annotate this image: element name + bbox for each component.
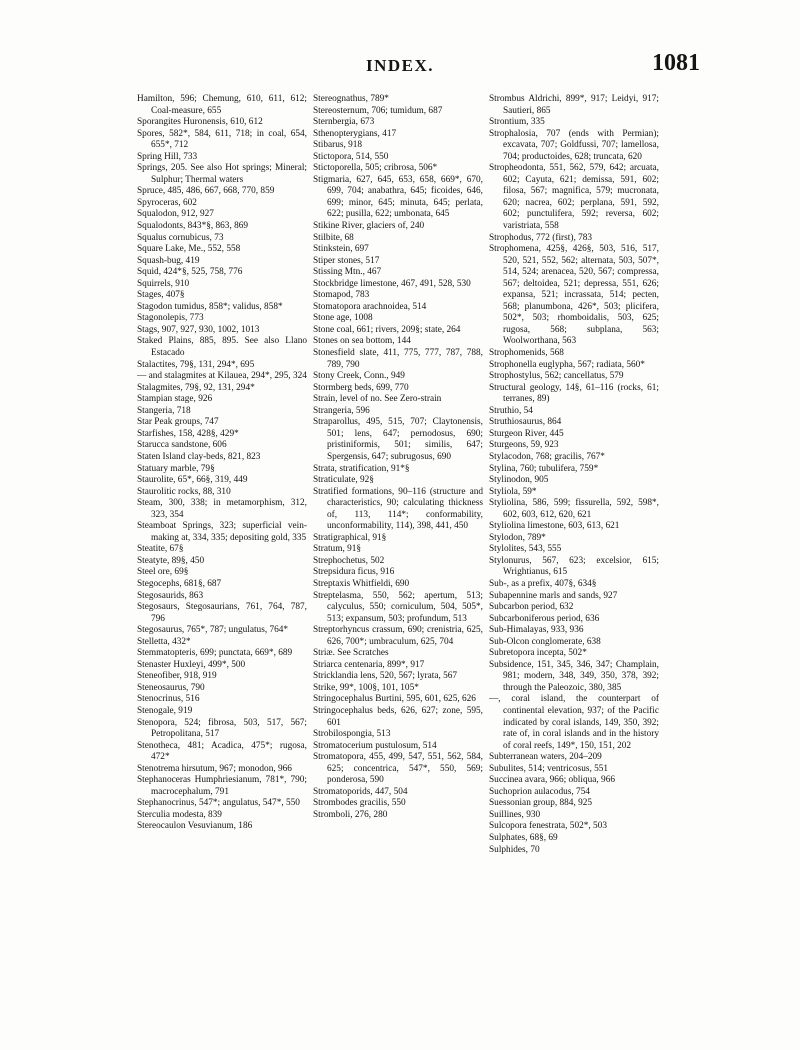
index-entry: Sturgeon River, 445: [489, 428, 564, 439]
index-entry: Stagodon tumidus, 858*; validus, 858*: [137, 301, 283, 312]
index-entry: Striæ. See Scratches: [313, 648, 389, 659]
index-entry: Stone age, 1008: [313, 313, 373, 324]
index-entry: Sulcopora fenestrata, 502*, 503: [489, 821, 607, 832]
index-entry: Streptaxis Whitfieldi, 690: [313, 578, 410, 589]
index-entry: Stylinodon, 905: [489, 475, 549, 486]
index-entry: Sporangites Huronensis, 610, 612: [137, 117, 263, 128]
index-entry: Struthiosaurus, 864: [489, 417, 562, 428]
page-title: INDEX.: [365, 56, 435, 75]
index-entry: Stictopora, 514, 550: [313, 151, 389, 162]
index-entry: Suessonian group, 884, 925: [489, 798, 593, 809]
index-entry: Straticulate, 92§: [313, 475, 374, 486]
index-column-3: [489, 94, 659, 1004]
index-entry: Square Lake, Me., 552, 558: [137, 244, 241, 255]
index-entry: Sub-, as a prefix, 407§, 634§: [489, 578, 597, 589]
index-entry: Stibarus, 918: [313, 140, 363, 151]
index-entry: Steam, 300, 338; in metamorphism, 312, 323, 354: [137, 498, 307, 520]
index-entry: Stratified formations, 90–116 (structure and characteristics, 90; calculating thickness of, 113, 114*; conformability, unconformability, 114), 398, 441, 450: [313, 486, 483, 532]
index-entry: Squalodon, 912, 927: [137, 209, 214, 220]
index-entry: Stomatopora arachnoidea, 514: [313, 301, 427, 312]
index-entry: Spyroceras, 602: [137, 197, 197, 208]
index-entry: Strobilospongia, 513: [313, 729, 391, 740]
page-number: 1081: [652, 50, 700, 76]
index-entry: Stephanoceras Humphriesianum, 781*, 790; macrocephalum, 791: [137, 775, 307, 797]
index-entry: Stratigraphical, 91§: [313, 532, 387, 543]
index-entry: Stereognathus, 789*: [313, 94, 389, 104]
index-entry: Sub-Himalayas, 933, 936: [489, 625, 584, 636]
index-entry: Stissing Mtn., 467: [313, 267, 382, 278]
index-entry: Spring Hill, 733: [137, 151, 198, 162]
index-entry: Stylolites, 543, 555: [489, 544, 562, 555]
index-entry: Stones on sea bottom, 144: [313, 336, 411, 347]
index-entry: Stilbite, 68: [313, 232, 354, 243]
index-entry: Hamilton, 596; Chemung, 610, 611, 612; Coal-measure, 655: [137, 94, 307, 116]
index-entry: Stinkstein, 697: [313, 244, 369, 255]
index-entry: Subterranean waters, 204–209: [489, 752, 602, 763]
index-entry: Strophostylus, 562; cancellatus, 579: [489, 371, 624, 382]
index-entry: Sturgeons, 59, 923: [489, 440, 559, 451]
index-entry: Stigmaria, 627, 645, 653, 658, 669*, 670, 699, 704; anabathra, 645; ficoides, 646, 699; minor, 645; minuta, 645; perlata, 622; pusilla, 622; umbonata, 645: [313, 174, 483, 220]
index-entry: Stromatopora, 455, 499, 547, 551, 562, 584, 625; concentrica, 547*, 550, 569; ponderosa, 590: [313, 752, 483, 786]
index-entry: Steamboat Springs, 323; superficial vein-making at, 334, 335; depositing gold, 335: [137, 521, 307, 543]
index-entry: Stags, 907, 927, 930, 1002, 1013: [137, 324, 260, 335]
index-entry: Strophalosia, 707 (ends with Permian); excavata, 707; Goldfussi, 707; lamellosa, 704; productoides, 628; truncata, 620: [489, 128, 659, 162]
index-entry: Suchoprion aulacodus, 754: [489, 786, 590, 797]
index-entry: —, coral island, the counterpart of continental elevation, 937; of the Pacific indicated by coral islands, 149, 350, 392; rate of, in coral islands and in the history of coral reefs, 149*, 150, 151, 202: [489, 694, 659, 751]
index-entry: Stegosaurids, 863: [137, 590, 204, 601]
index-entry: Strontium, 335: [489, 117, 545, 128]
index-entry: Strombus Aldrichi, 899*, 917; Leidyi, 917; Sautieri, 865: [489, 94, 659, 116]
index-entry: Strain, level of no. See Zero-strain: [313, 394, 442, 405]
index-entry: Succinea avara, 966; obliqua, 966: [489, 775, 615, 786]
index-entry: Stonesfield slate, 411, 775, 777, 787, 788, 789, 790: [313, 348, 483, 370]
index-entry: Stropheodonta, 551, 562, 579, 642; arcuata, 602; Cayuta, 621; demissa, 591, 602; filosa, 567; magnifica, 579; mucronata, 620; nacrea, 602; perplana, 591, 592, 602; punctulifera, 592; reversa, 602; varistriata, 558: [489, 163, 659, 232]
index-entry: Steel ore, 69§: [137, 567, 189, 578]
index-entry: Statuary marble, 79§: [137, 463, 215, 474]
index-entry: Sulphates, 68§, 69: [489, 833, 558, 843]
index-entry: Sterculia modesta, 839: [137, 809, 222, 820]
index-entry: Stangeria, 718: [137, 405, 191, 416]
index-entry: — and stalagmites at Kilauea, 294*, 295, 324: [137, 371, 307, 382]
index-entry: Staked Plains, 885, 895. See also Llano Estacado: [137, 336, 307, 359]
index-entry: Stalactites, 79§, 131, 294*, 695: [137, 359, 255, 370]
index-entry: Stegosaurus, 765*, 787; ungulatus, 764*: [137, 625, 289, 636]
index-entry: Sub-Olcon conglomerate, 638: [489, 636, 601, 647]
index-entry: Subulites, 514; ventricosus, 551: [489, 763, 609, 774]
index-entry: Strombodes gracilis, 550: [313, 798, 406, 809]
index-entry: Squid, 424*§, 525, 758, 776: [137, 267, 243, 278]
index-entry: Spruce, 485, 486, 667, 668, 770, 859: [137, 186, 275, 197]
index-entry: Spores, 582*, 584, 611, 718; in coal, 654, 655*, 712: [137, 128, 307, 151]
index-entry: Stages, 407§: [137, 290, 185, 301]
index-entry: Stromatoporids, 447, 504: [313, 786, 408, 797]
index-entry: Stereosternum, 706; tumidum, 687: [313, 105, 443, 116]
index-entry: Styliola, 59*: [489, 486, 537, 497]
index-entry: Stenotheca, 481; Acadica, 475*; rugosa, 472*: [137, 740, 307, 763]
index-entry: Staurolitic rocks, 88, 310: [137, 486, 231, 497]
index-entry: Stone coal, 661; rivers, 209§; state, 264: [313, 324, 461, 335]
index-entry: Straparollus, 495, 515, 707; Claytonensis, 501; lens, 647; pernodosus, 690; pristiniformis, 501; similis, 647; Spergensis, 647; subrugosus, 690: [313, 417, 483, 462]
index-entry: Star Peak groups, 747: [137, 417, 219, 428]
index-entry: Subsidence, 151, 345, 346, 347; Champlain, 981; modern, 348, 349, 350, 378, 392; through the Paleozoic, 380, 385: [489, 659, 659, 693]
index-entry: Stylacodon, 768; gracilis, 767*: [489, 451, 605, 462]
index-entry: Stereocaulon Vesuvianum, 186: [137, 821, 253, 832]
index-entry: Stiper stones, 517: [313, 255, 380, 266]
index-entry: Sthenopterygians, 417: [313, 128, 397, 139]
index-entry: Stylina, 760; tubulifera, 759*: [489, 463, 599, 474]
index-entry: Stephanocrinus, 547*; angulatus, 547*, 550: [137, 798, 300, 809]
index-entry: Strophomena, 425§, 426§, 503, 516, 517, 520, 521, 552, 562; alternata, 503, 507*, 514, 524; arenacea, 520, 567; compressa, 567; deltoidea, 521; depressa, 551, 626; expansa, 521; incrassata, 514; pecten, 568; planumbona, 426*, 503; plicifera, 502*, 503; rhomboidalis, 503, 625; rugosa, 568; subplana, 563; Woolworthana, 563: [489, 244, 659, 347]
index-entry: Staurolite, 65*, 66§, 319, 449: [137, 475, 248, 486]
index-entry: Streptorhyncus crassum, 690; crenistria, 625, 626, 700*; umbraculum, 625, 704: [313, 625, 483, 647]
index-entry: Springs, 205. See also Hot springs; Mineral; Sulphur; Thermal waters: [137, 163, 307, 185]
index-entry: Stromatocerium pustulosum, 514: [313, 740, 437, 751]
index-entry: Steneosaurus, 790: [137, 682, 205, 693]
index-entry: Strophodus, 772 (first), 783: [489, 232, 593, 243]
index-entry: Subapennine marls and sands, 927: [489, 590, 618, 601]
index-entry: Stenogale, 919: [137, 705, 193, 716]
index-entry: Stromboli, 276, 280: [313, 809, 388, 820]
index-entry: Steneofiber, 918, 919: [137, 671, 217, 682]
index-entry: Steatite, 67§: [137, 544, 184, 555]
index-entry: Stikine River, glaciers of, 240: [313, 221, 425, 232]
index-entry: Stormberg beds, 699, 770: [313, 382, 409, 393]
index-entry: Stalagmites, 79§, 92, 131, 294*: [137, 382, 255, 393]
index-entry: Strophomenids, 568: [489, 348, 564, 359]
index-entry: Stringocephalus beds, 626, 627; zone, 595, 601: [313, 705, 483, 728]
index-entry: Stemmatopteris, 699; punctata, 669*, 689: [137, 648, 293, 659]
index-entry: Squirrels, 910: [137, 278, 190, 289]
index-entry: Squalodonts, 843*§, 863, 869: [137, 221, 249, 232]
index-entry: Starfishes, 158, 428§, 429*: [137, 428, 239, 439]
index-entry: Strata, stratification, 91*§: [313, 463, 410, 474]
index-entry: Sulphides, 70: [489, 844, 540, 855]
index-entry: Stenotrema hirsutum, 967; monodon, 966: [137, 763, 292, 774]
index-entry: Subretopora incepta, 502*: [489, 648, 587, 659]
index-entry: Stampian stage, 926: [137, 394, 213, 405]
index-entry: Strike, 99*, 100§, 101, 105*: [313, 682, 419, 693]
index-entry: Suillines, 930: [489, 809, 541, 820]
index-entry: Stringocephalus Burtini, 595, 601, 625, 626: [313, 694, 476, 705]
index-entry: Stony Creek, Conn., 949: [313, 371, 405, 382]
index-entry: Stenocrinus, 516: [137, 694, 200, 705]
index-columns: [137, 94, 659, 1004]
index-entry: Subcarbon period, 632: [489, 602, 574, 613]
index-entry: Strangeria, 596: [313, 405, 370, 416]
index-entry: Stenopora, 524; fibrosa, 503, 517, 567; Petropolitana, 517: [137, 717, 307, 740]
index-entry: Starucca sandstone, 606: [137, 440, 227, 451]
index-entry: Stockbridge limestone, 467, 491, 528, 530: [313, 278, 471, 289]
index-entry: Stylonurus, 567, 623; excelsior, 615; Wrightianus, 615: [489, 555, 659, 578]
index-entry: Stricklandia lens, 520, 567; lyrata, 567: [313, 671, 458, 682]
index-entry: Stagonolepis, 773: [137, 313, 204, 324]
index-entry: Streptelasma, 550, 562; apertum, 513; calyculus, 550; corniculum, 504, 505*, 513; expansum, 503; profundum, 513: [313, 590, 483, 624]
index-entry: Stictoporella, 505; cribrosa, 506*: [313, 163, 438, 174]
index-entry: Squash-bug, 419: [137, 255, 200, 266]
index-entry: Stegosaurs, Stegosaurians, 761, 764, 787, 796: [137, 602, 307, 624]
index-entry: Subcarboniferous period, 636: [489, 613, 600, 624]
index-entry: Stelletta, 432*: [137, 636, 191, 647]
page-header: [0, 48, 800, 88]
index-entry: Structural geology, 14§, 61–116 (rocks, 61; terranes, 89): [489, 382, 659, 405]
index-entry: Stylodon, 789*: [489, 532, 546, 543]
index-entry: Styliolina limestone, 603, 613, 621: [489, 521, 620, 532]
index-entry: Strephochetus, 502: [313, 555, 385, 566]
index-entry: Stomapod, 783: [313, 290, 370, 301]
index-entry: Squalus cornubicus, 73: [137, 232, 224, 243]
index-entry: Stenaster Huxleyi, 499*, 500: [137, 659, 246, 670]
index-entry: Stratum, 91§: [313, 544, 362, 555]
index-entry: Struthio, 54: [489, 405, 533, 416]
index-entry: Stegocephs, 681§, 687: [137, 578, 222, 589]
index-column-1: [137, 94, 307, 1004]
index-column-2: [313, 94, 483, 1004]
index-entry: Strophonella euglypha, 567; radiata, 560*: [489, 359, 645, 370]
index-entry: Striarca centenaria, 899*, 917: [313, 659, 425, 670]
index-entry: Staten Island clay-beds, 821, 823: [137, 451, 261, 462]
index-entry: Steatyte, 89§, 450: [137, 555, 205, 566]
index-entry: Sternbergia, 673: [313, 117, 375, 128]
index-entry: Strepsidura ficus, 916: [313, 567, 395, 578]
index-entry: Styliolina, 586, 599; fissurella, 592, 598*, 602, 603, 612, 620, 621: [489, 498, 659, 520]
